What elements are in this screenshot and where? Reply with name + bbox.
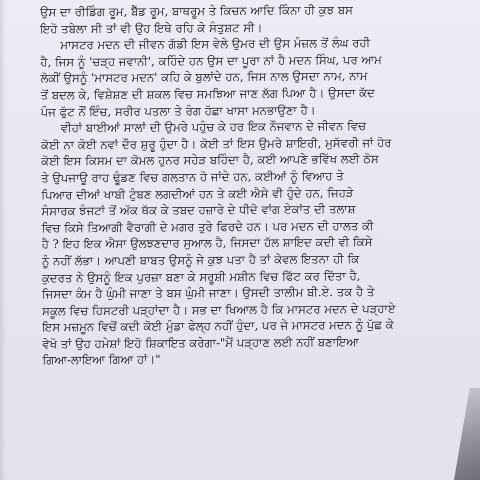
text-line: ਕੋਈ ਇਸ ਕਿਸਮ ਦਾ ਕੋਮਲ ਹੁਨਰ ਸਹੇੜ ਬਹਿੰਦਾ ਹੈ, ਕਈ ਆਪਣੇ ਭਵਿੱਖ ਲਈ ਠੋਸ xyxy=(41,151,379,169)
text-line: ਵੀਹਾਂ ਬਾਈਆਂ ਸਾਲਾਂ ਦੀ ਉਮਰੇ ਪਹੁੰਚ ਕੇ ਹਰ ਇਕ ਨੌਜਵਾਨ ਦੇ ਜੀਵਨ ਵਿਚ xyxy=(60,118,367,136)
body-text xyxy=(40,1,475,369)
text-line: ਸਕੂਲ ਵਿਚ ਹਿਸਟਰੀ ਪੜ੍ਹਾਂਦਾ ਹੈ। ਸਭ ਦਾ ਖਿਆਲ ਹੈ ਕਿ ਮਾਸਟਰ ਮਦਨ ਦੇ ਪੜ੍ਹਾਏ xyxy=(42,301,396,318)
text-line: ਉਸ ਦਾ ਰੀਡਿੰਗ ਰੂਮ, ਬੈੱਡ ਰੂਮ, ਬਾਥਰੂਮ ਤੇ ਕਿਚਨ ਆਦਿ ਕਿੰਨਾ ਹੀ ਕੁਝ ਬਸ xyxy=(40,2,353,19)
text-line: ਤੋਂ ਬਦਲ ਕੇ, ਵਿਸ਼ੇਸ਼ਣ ਦੀ ਸ਼ਕਲ ਵਿਚ ਸਮਝਿਆ ਜਾਣ ਲੱਗ ਪਿਆ ਹੈ। ਉਸਦਾ ਕੱਦ xyxy=(40,85,375,102)
text-line: ਇਸ ਮਜ਼ਮੂਨ ਵਿਚੋਂ ਕਦੀ ਕੋਈ ਮੁੰਡਾ ਫੇਲ੍ਹ ਨਹੀਂ ਹੁੰਦਾ, ਪਰ ਜੇ ਮਾਸਟਰ ਮਦਨ ਨੂੰ ਪੁੱਛ ਕੇ xyxy=(42,317,394,335)
text-line: ਜਿਸਦਾ ਕੰਮ ਹੈ ਘੁੰਮੀ ਜਾਣਾ ਤੇ ਬਸ ਘੁੰਮੀ ਜਾਣਾ। ਉਸਦੀ ਤਾਲੀਮ ਬੀ.ਏ. ਤਕ ਹੈ ਤੇ xyxy=(41,284,375,302)
text-line: ਹੈ ? ਇਹ ਇਕ ਐਸਾ ਉਲਝਣਦਾਰ ਸੁਆਲ ਹੈ, ਜਿਸਦਾ ਹੱਲ ਸ਼ਾਇਦ ਕਦੀ ਵੀ ਕਿਸੇ xyxy=(41,234,373,252)
text-line: ਸੰਸਾਰਕ ਝੰਜਟਾਂ ਤੋਂ ਅੱਕ ਥੱਕ ਕੇ ਤਬਦ ਹਜ਼ਾਰੇ ਦੇ ਧੀਦੋ ਵਾਂਗ ਏਕਾਂਤ ਦੀ ਤਲਾਸ਼ xyxy=(41,201,356,219)
text-line: ਕੋਈ ਨਾ ਕੋਈ ਨਵਾਂ ਦੌਰ ਸ਼ੁਰੂ ਹੁੰਦਾ ਹੈ। ਕੋਈ ਤਾਂ ਇਸ ਉਮਰੇ ਸ਼ਾਇਰੀ, ਮੁਸੱਵਰੀ ਜਾਂ ਹੋਰ xyxy=(40,135,392,152)
text-line: ਪੰਜ ਫੁੱਟ ਨੌਂ ਇੰਚ, ਸਰੀਰ ਪਤਲਾ ਤੇ ਰੰਗ ਹੱਛਾ ਖਾਸਾ ਮਨਭਾਉਣਾ ਹੈ। xyxy=(40,102,316,119)
text-line: ਮਾਸਟਰ ਮਦਨ ਦੀ ਜੀਵਨ ਗੱਡੀ ਇਸ ਵੇਲੇ ਉਮਰ ਦੀ ਉਸ ਮੰਜ਼ਲ ਤੋਂ ਲੰਘ ਰਹੀ xyxy=(60,35,371,53)
text-line: ਨੂੰ ਨਹੀਂ ਲੱਭਾ। ਆਪਣੀ ਬਾਬਤ ਉਸਨੂੰ ਜੇ ਕੁਝ ਪਤਾ ਹੈ ਤਾਂ ਕੇਵਲ ਇਤਨਾ ਹੀ ਕਿ xyxy=(41,251,360,268)
text-line: ਇਹੋ ਤਬੇਲਾ ਸੀ ਤਾਂ ਵੀ ਉਹ ਇਥੇ ਰਹਿ ਕੇ ਸੰਤੁਸ਼ਟ ਸੀ। xyxy=(40,20,263,36)
text-line: ਲੋਕੀਂ ਉਸਨੂੰ 'ਮਾਸਟਰ ਮਦਨ' ਕਹਿ ਕੇ ਬੁਲਾਂਦੇ ਹਨ, ਜਿਸ ਨਾਲ ਉਸਦਾ ਨਾਮ, ਨਾਮ xyxy=(40,69,368,86)
page-gutter-shadow xyxy=(0,0,6,480)
text-line: ਹੈ, ਜਿਸ ਨੂੰ 'ਚੜ੍ਹ ਜਵਾਨੀ', ਕਹਿੰਦੇ ਹਨ ਉਸ ਦਾ ਪੂਰਾ ਨਾਂ ਹੈ ਮਦਨ ਸਿੰਘ, ਪਰ ਆਮ xyxy=(40,52,382,69)
text-line: ਤੇ ਉਪਜਾਊ ਰਾਹ ਢੂੰਡਣ ਵਿਚ ਗਲਤਾਨ ਹੋ ਜਾਂਦੇ ਹਨ, ਕਈਆਂ ਨੂੰ ਵਿਆਹ ਤੇ xyxy=(41,168,344,185)
text-line: ਪਿਆਰ ਦੀਆਂ ਖਾਬੀ ਟੁੰਬਣ ਲਗਦੀਆਂ ਹਨ ਤੇ ਕਈ ਐਸੇ ਵੀ ਹੁੰਦੇ ਹਨ, ਜਿਹੜੇ xyxy=(41,185,354,202)
text-line: ਵੇਖੋ ਤਾਂ ਉਹ ਹਮੇਸ਼ਾਂ ਇਹੋ ਸ਼ਿਕਾਇਤ ਕਰੇਗਾ-"ਮੈਂ ਪੜ੍ਹਾਣ ਲਈ ਨਹੀਂ ਬਣਾਇਆ xyxy=(42,334,359,351)
text-line: ਵਿਚ ਕਿਸੇ ਤਿਆਗੀ ਵੈਰਾਗੀ ਦੇ ਮਗਰ ਤੁਰੇ ਫਿਰਦੇ ਹਨ। ਪਰ ਮਦਨ ਦੀ ਹਾਲਤ ਕੀ xyxy=(41,218,374,235)
text-line: ਗਿਆ-ਲਾਇਆ ਗਿਆ ਹਾਂ।" xyxy=(42,352,161,368)
text-line: ਕੁਦਰਤ ਨੇ ਉਸਨੂੰ ਇਕ ਪੁਰਜ਼ਾ ਬਣਾ ਕੇ ਸਰੂਸ਼ੀ ਮਸ਼ੀਨ ਵਿਚ ਫਿੱਟ ਕਰ ਦਿੱਤਾ ਹੈ, xyxy=(41,268,361,285)
book-edge xyxy=(454,388,480,480)
